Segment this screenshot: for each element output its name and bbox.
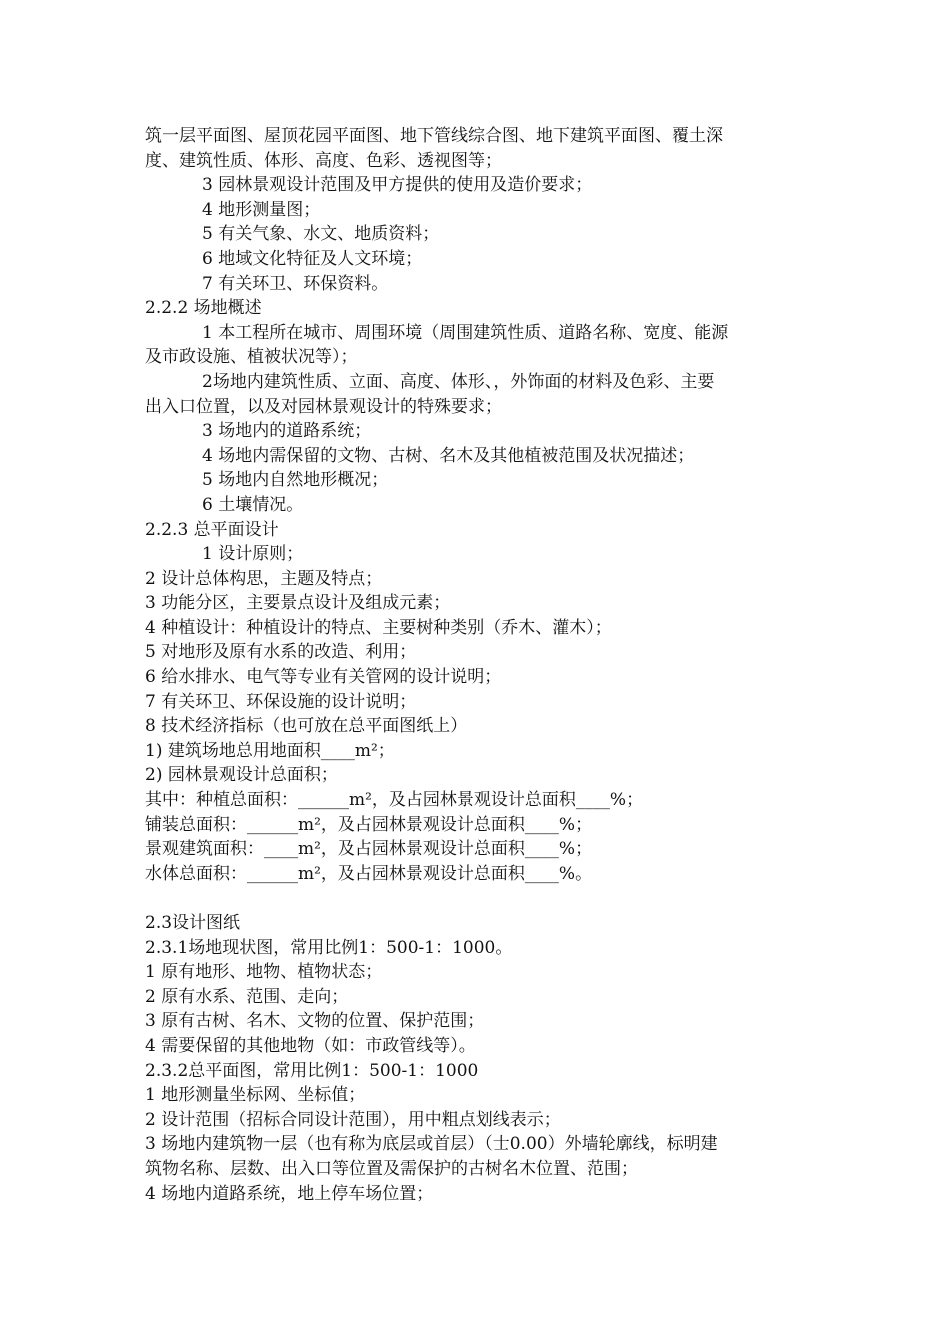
text-line: 4 场地内道路系统，地上停车场位置； (145, 1183, 434, 1204)
text-line: 其中：种植总面积：______m²，及占园林景观设计总面积____%； (145, 790, 644, 811)
text-line: 6 给水排水、电气等专业有关管网的设计说明； (145, 667, 502, 688)
text-line: 2.2.2 场地概述 (145, 298, 262, 319)
text-line: 2场地内建筑性质、立面、高度、体形、，外饰面的材料及色彩、主要 (202, 371, 715, 392)
text-line: 1) 建筑场地总用地面积____m²； (145, 740, 395, 761)
text-line: 8 技术经济指标（也可放在总平面图纸上） (145, 716, 468, 737)
text-line: 4 需要保留的其他地物（如：市政管线等）。 (145, 1035, 476, 1056)
text-line: 5 场地内自然地形概况； (202, 470, 389, 491)
text-line: 2.2.3 总平面设计 (145, 519, 279, 540)
text-line: 出入口位置，以及对园林景观设计的特殊要求； (145, 396, 502, 417)
text-line: 水体总面积：______m²，及占园林景观设计总面积____%。 (145, 863, 593, 884)
text-line: 6 土壤情况。 (202, 494, 304, 515)
text-line: 1 原有地形、地物、植物状态； (145, 962, 383, 983)
text-line: 筑物名称、层数、出入口等位置及需保护的古树名木位置、范围； (145, 1158, 638, 1179)
text-line: 2 设计总体构思，主题及特点； (145, 568, 383, 589)
text-line: 5 有关气象、水文、地质资料； (202, 224, 440, 245)
text-line: 6 地域文化特征及人文环境； (202, 248, 423, 269)
text-line: 2 设计范围（招标合同设计范围），用中粗点划线表示； (145, 1109, 561, 1130)
text-line: 4 种植设计：种植设计的特点、主要树种类别（乔木、灌木）； (145, 617, 612, 638)
text-line: 5 对地形及原有水系的改造、利用； (145, 642, 417, 663)
text-line: 2.3.2总平面图，常用比例1：500-1：1000 (145, 1060, 479, 1081)
text-line: 1 地形测量坐标网、坐标值； (145, 1085, 366, 1106)
text-line: 7 有关环卫、环保资料。 (202, 273, 389, 294)
text-line: 3 功能分区，主要景点设计及组成元素； (145, 593, 451, 614)
blank-line (145, 886, 805, 911)
text-line: 3 场地内建筑物一层（也有称为底层或首层）（士0.00）外墙轮廓线，标明建 (145, 1134, 718, 1155)
text-line: 景观建筑面积：____m²，及占园林景观设计总面积____%； (145, 839, 593, 860)
text-line: 2.3.1场地现状图，常用比例1：500-1：1000。 (145, 937, 513, 958)
text-line: 2.3设计图纸 (145, 913, 241, 933)
text-line: 铺装总面积：______m²，及占园林景观设计总面积____%； (145, 814, 593, 835)
text-line: 3 园林景观设计范围及甲方提供的使用及造价要求； (202, 175, 593, 196)
text-line: 筑一层平面图、屋顶花园平面图、地下管线综合图、地下建筑平面图、覆土深 (145, 126, 723, 146)
text-line: 1 本工程所在城市、周围环境（周围建筑性质、道路名称、宽度、能源 (202, 322, 729, 343)
text-line: 度、建筑性质、体形、高度、色彩、透视图等； (145, 150, 502, 171)
text-line: 1 设计原则； (202, 544, 304, 565)
text-line: 4 场地内需保留的文物、古树、名木及其他植被范围及状况描述； (202, 445, 695, 466)
text-line: 3 原有古树、名木、文物的位置、保护范围； (145, 1011, 485, 1032)
text-line: 7 有关环卫、环保设施的设计说明； (145, 691, 417, 712)
text-line: 4 地形测量图； (202, 199, 321, 220)
text-line: 及市政设施、植被状况等）； (145, 347, 358, 368)
text-line: 2 原有水系、范围、走向； (145, 986, 349, 1007)
text-line: 3 场地内的道路系统； (202, 421, 372, 442)
text-line: 2) 园林景观设计总面积； (145, 765, 338, 786)
document-body (145, 124, 805, 1206)
